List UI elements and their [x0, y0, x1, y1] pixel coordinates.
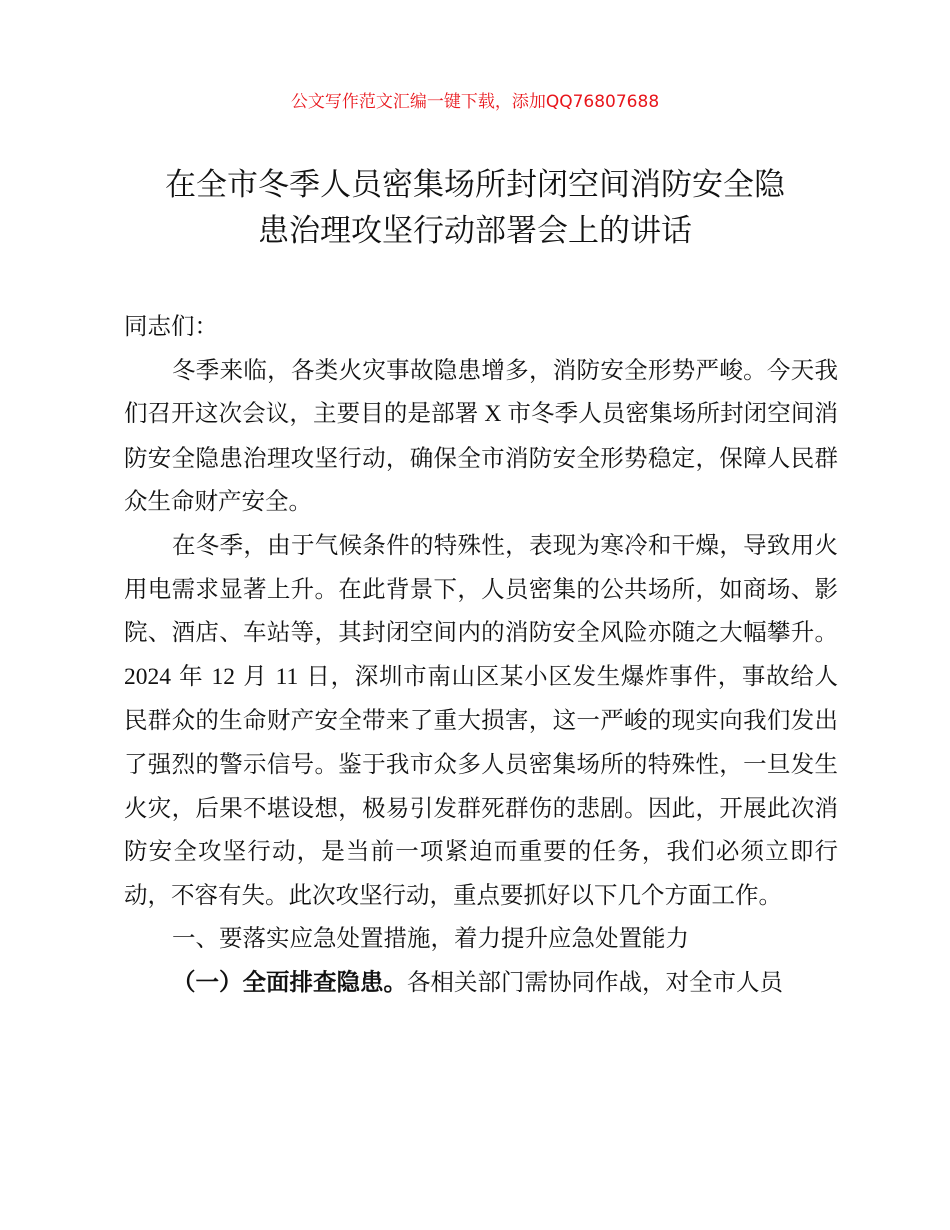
paragraph-background	[124, 524, 838, 917]
incident-year-unit: 年	[171, 661, 212, 690]
subsection-1-text: 各相关部门需协同作战，对全市人员	[407, 967, 783, 996]
paragraph-background-part-a: 在冬季，由于气候条件的特殊性，表现为寒冷和干燥，导致用火用电需求显著上升。在此背景下，人员密集的公共场所，如商场、影院、酒店、车站等，其封闭空间内的消防安全风险亦随之大幅攀升。	[124, 530, 838, 647]
incident-month: 12	[211, 663, 236, 690]
salutation: 同志们：	[124, 312, 218, 340]
speech-body	[124, 305, 838, 1005]
paragraph-intro-part-b: 市冬季人员密集场所封闭空间消防安全隐患治理攻坚行动，确保全市消防安全形势稳定，保障人民群众生命财产安全。	[124, 399, 839, 516]
subsection-1-heading: （一）全面排查隐患。	[172, 967, 407, 996]
paragraph-intro-part-a: 冬季来临，各类火灾事故隐患增多，消防安全形势严峻。今天我们召开这次会议，主要目的是部署	[124, 355, 838, 428]
incident-year: 2024	[124, 663, 171, 690]
paragraph-background-part-b: 日，深圳市南山区某小区发生爆炸事件，事故给人民群众的生命财产安全带来了重大损害，这一严峻的现实向我们发出了强烈的警示信号。鉴于我市众多人员密集场所的特殊性，一旦发生火灾，后果不堪设想，极易引发群死群伤的悲剧。因此，开展此次消防安全攻坚行动，是当前一项紧迫而重要的任务，我们必须立即行动，不容有失。此次攻坚行动，重点要抓好以下几个方面工作。	[124, 661, 838, 909]
download-banner: 公文写作范文汇编一键下载，添加QQ76807688	[290, 92, 660, 112]
speech-title	[60, 162, 890, 254]
section-heading-1: 一、要落实应急处置措施，着力提升应急处置能力	[172, 924, 689, 953]
title-line-2: 患治理攻坚行动部署会上的讲话	[258, 213, 692, 249]
title-line-1: 在全市冬季人员密集场所封闭空间消防安全隐	[165, 167, 785, 203]
paragraph-intro	[124, 349, 838, 524]
city-placeholder: X	[478, 401, 508, 428]
subsection-1	[124, 961, 838, 1005]
incident-month-unit: 月	[235, 661, 276, 690]
incident-day: 11	[275, 663, 299, 690]
